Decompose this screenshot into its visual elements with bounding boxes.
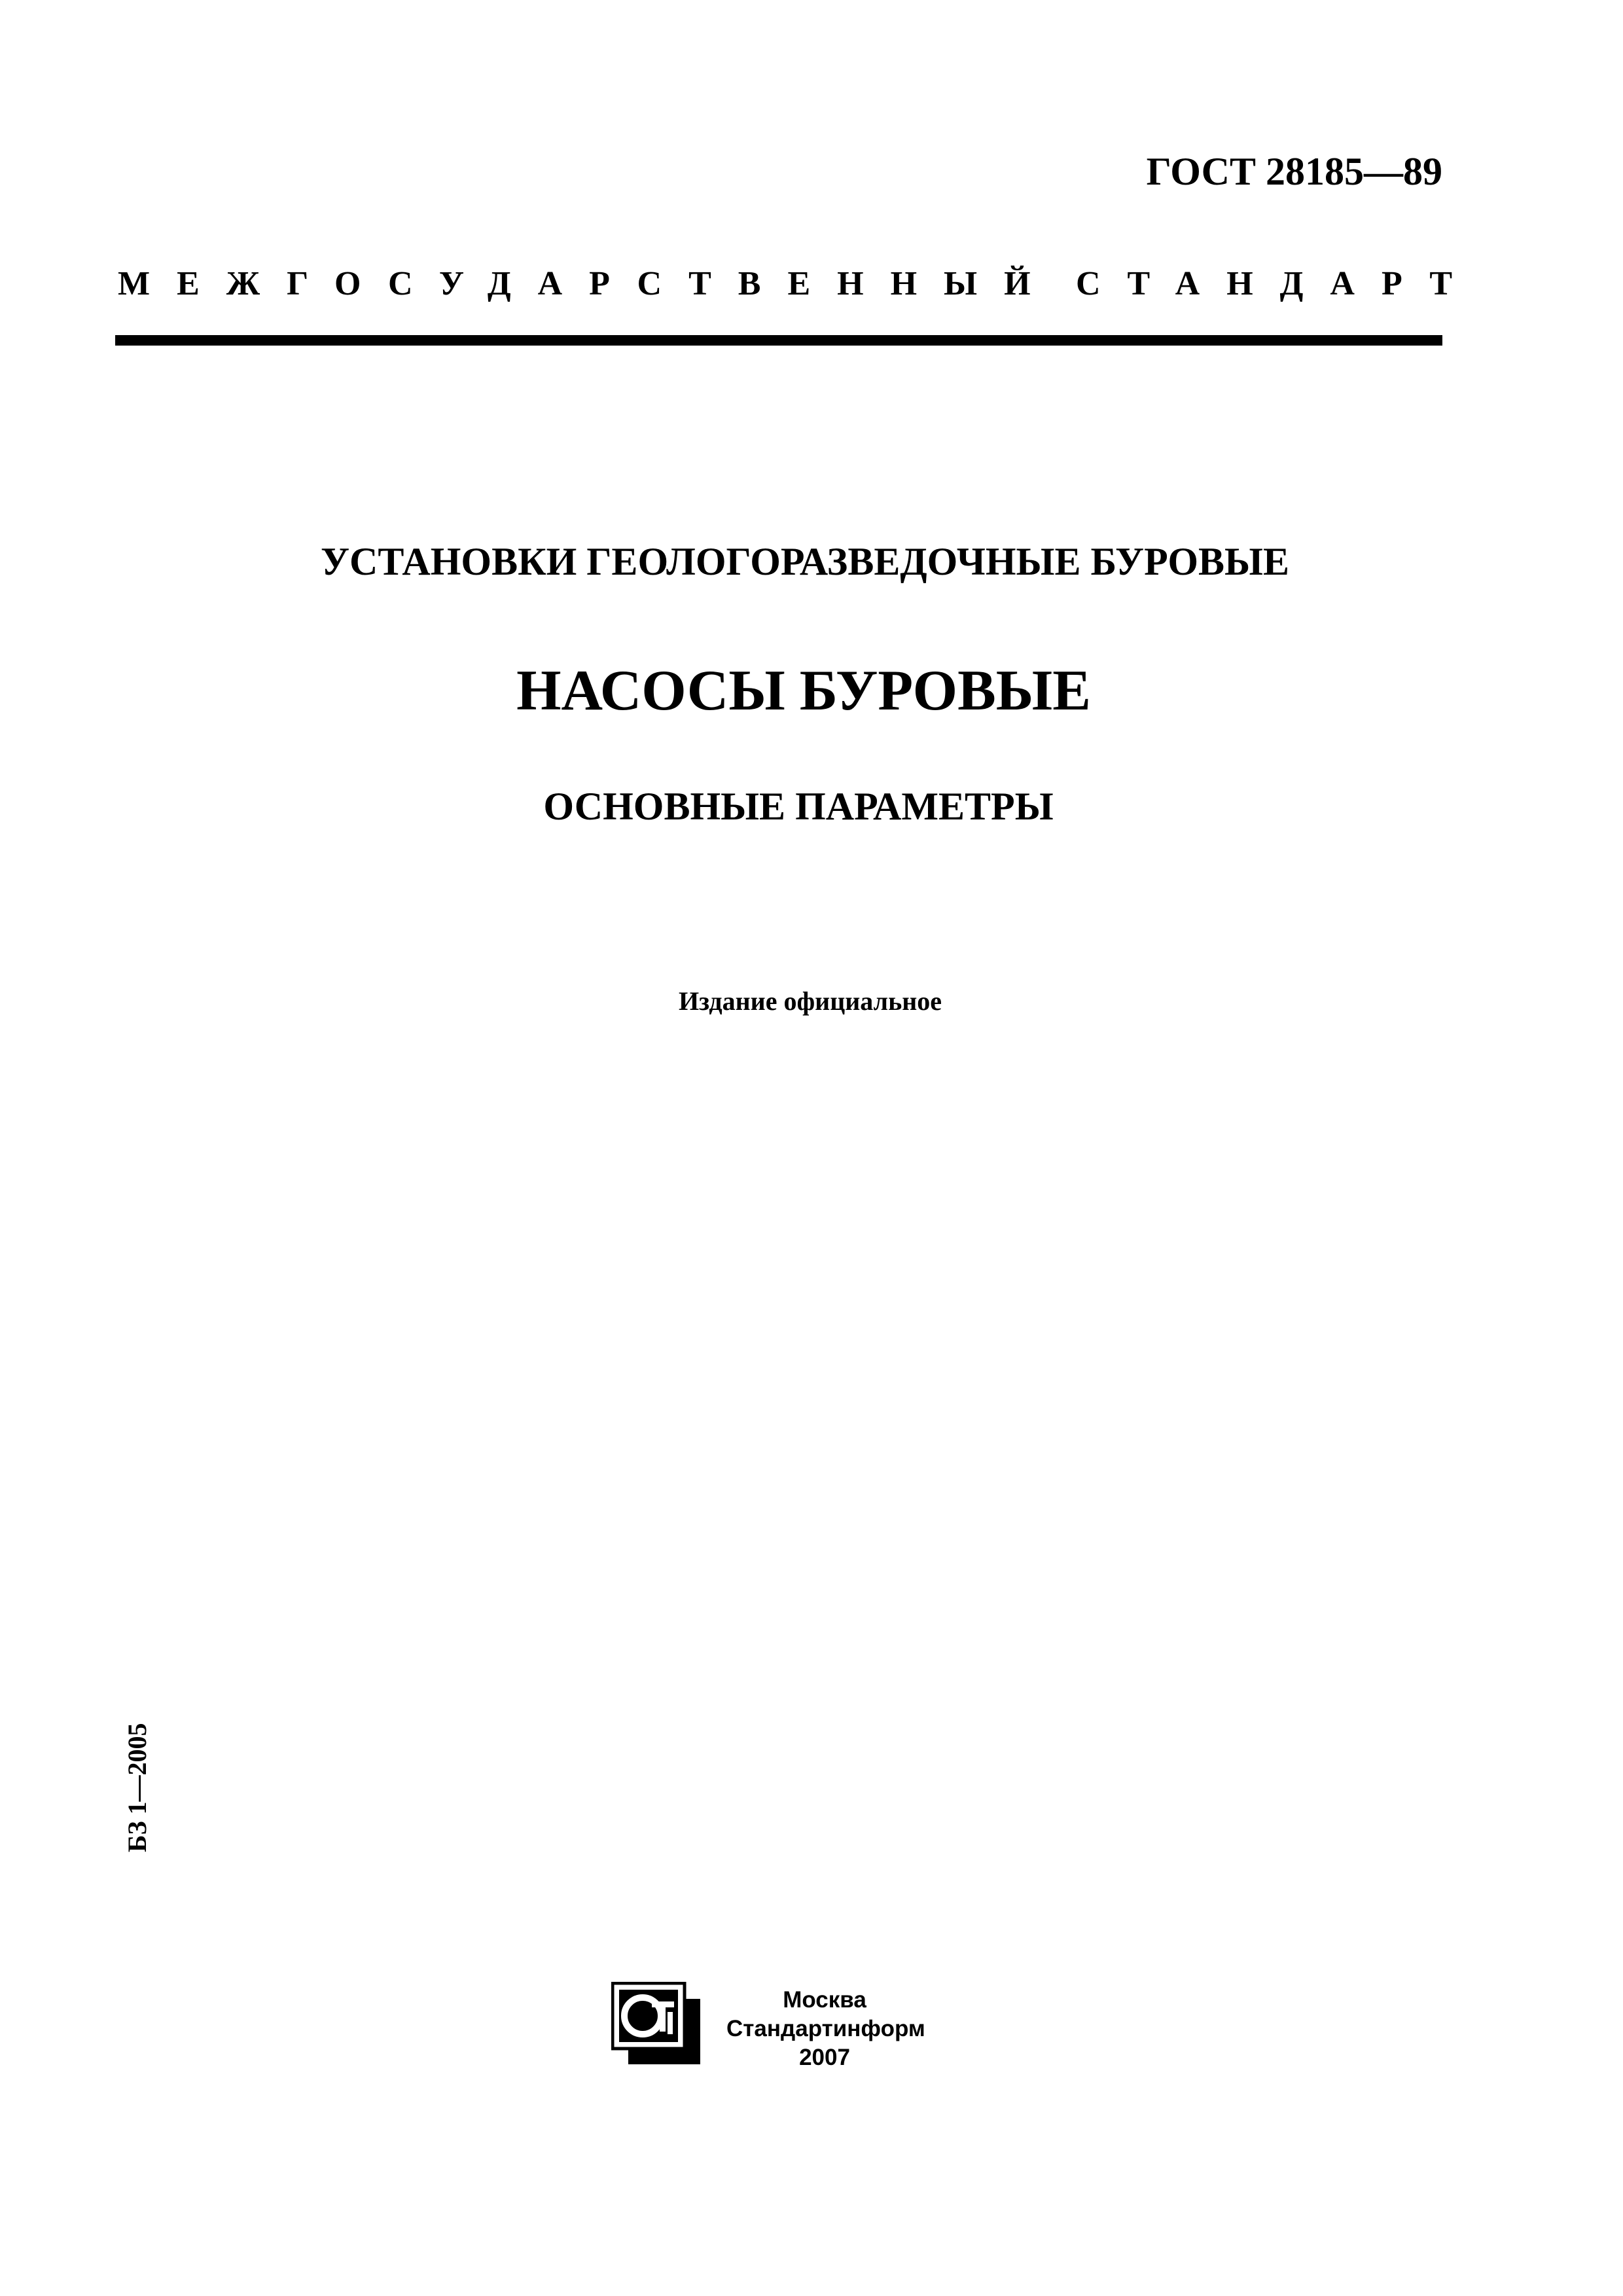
publisher-year: 2007 xyxy=(799,2045,850,2070)
main-title: НАСОСЫ БУРОВЫЕ xyxy=(516,659,1091,723)
title-group: УСТАНОВКИ ГЕОЛОГОРАЗВЕДОЧНЫЕ БУРОВЫЕ xyxy=(321,540,1289,583)
publisher-name: Стандартинформ xyxy=(726,2016,925,2041)
side-code: БЗ 1—2005 xyxy=(122,1723,152,1852)
publisher-block xyxy=(726,1986,923,2072)
edition-note: Издание официальное xyxy=(678,986,942,1016)
standartinform-logo-icon xyxy=(611,1982,703,2067)
header-word-standard: СТАНДАРТ xyxy=(1076,265,1480,302)
sub-title: ОСНОВНЫЕ ПАРАМЕТРЫ xyxy=(543,785,1054,828)
standard-number: ГОСТ 28185—89 xyxy=(1146,150,1442,193)
publisher-city: Москва xyxy=(783,1987,866,2013)
header-divider xyxy=(115,335,1442,346)
header-word-interstate: МЕЖГОСУДАРСТВЕННЫЙ xyxy=(118,265,1058,302)
